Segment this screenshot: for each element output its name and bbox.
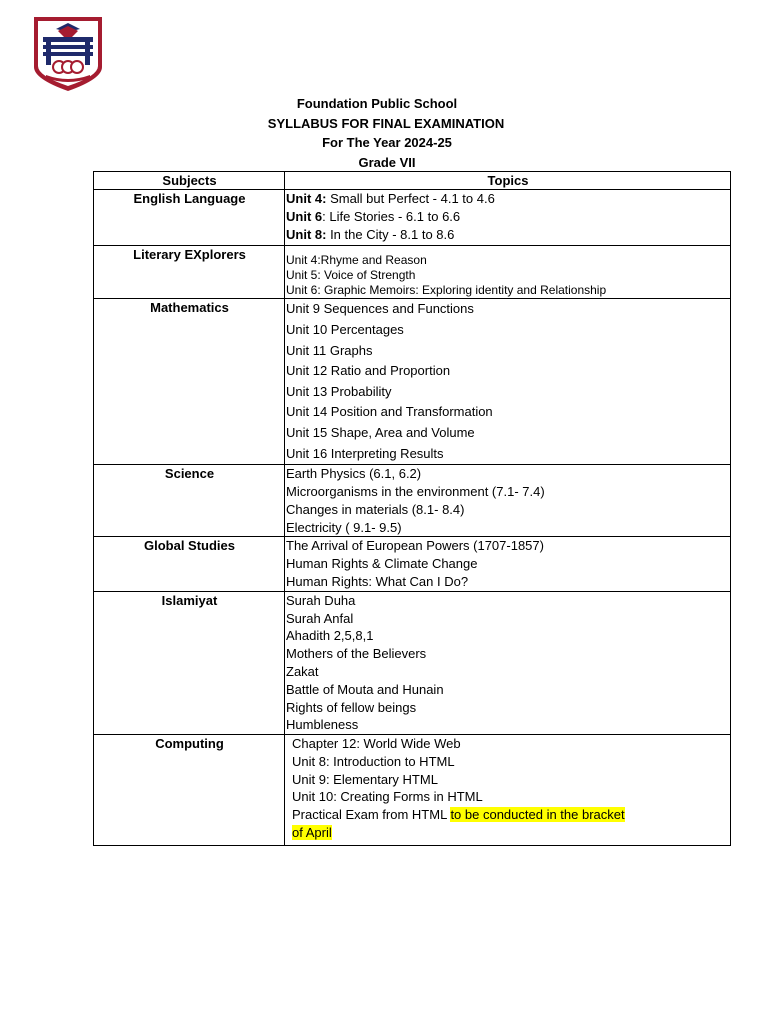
table-row bbox=[94, 299, 731, 465]
table-header-row bbox=[94, 172, 731, 190]
list-item: Changes in materials (8.1- 8.4) bbox=[286, 501, 465, 517]
subject-english: English Language bbox=[94, 190, 285, 246]
list-item: Unit 9: Elementary HTML bbox=[292, 771, 438, 787]
topics-literary-explorers bbox=[285, 246, 731, 299]
list-item: Unit 15 Shape, Area and Volume bbox=[286, 424, 475, 440]
list-item: Unit 4: Small but Perfect - 4.1 to 4.6 bbox=[286, 191, 495, 206]
list-item: Unit 10: Creating Forms in HTML bbox=[292, 789, 483, 805]
list-item: Unit 6: Life Stories - 6.1 to 6.6 bbox=[286, 208, 461, 224]
list-item: Unit 6: Graphic Memoirs: Exploring identity and Relationship bbox=[286, 283, 607, 298]
list-item: Electricity ( 9.1- 9.5) bbox=[286, 519, 402, 535]
list-item: Ahadith 2,5,8,1 bbox=[286, 628, 374, 644]
list-item: Practical Exam from HTML to be conducted in the bracket bbox=[292, 807, 625, 823]
document-header bbox=[0, 94, 768, 172]
list-item: Chapter 12: World Wide Web bbox=[292, 736, 461, 752]
list-item: Surah Duha bbox=[286, 592, 356, 608]
table-row bbox=[94, 190, 731, 246]
academic-year: For The Year 2024-25 bbox=[322, 135, 452, 150]
list-item: Rights of fellow beings bbox=[286, 699, 417, 715]
highlighted-note: to be conducted in the bracket bbox=[450, 807, 625, 823]
highlighted-note: of April bbox=[292, 825, 332, 841]
list-item: Unit 5: Voice of Strength bbox=[286, 268, 416, 283]
table-row bbox=[94, 591, 731, 734]
table-row bbox=[94, 537, 731, 591]
list-item: Earth Physics (6.1, 6.2) bbox=[286, 466, 422, 482]
topics-computing bbox=[285, 735, 731, 846]
grade-level: Grade VII bbox=[358, 154, 416, 170]
subject-mathematics: Mathematics bbox=[94, 299, 285, 465]
table-row bbox=[94, 246, 731, 299]
list-item: Surah Anfal bbox=[286, 610, 354, 626]
list-item: Unit 10 Percentages bbox=[286, 321, 404, 337]
table-row bbox=[94, 735, 731, 846]
list-item: Microorganisms in the environment (7.1- 7.4) bbox=[286, 483, 545, 499]
list-item: Human Rights: What Can I Do? bbox=[286, 573, 469, 589]
list-item: Battle of Mouta and Hunain bbox=[286, 681, 444, 697]
list-item: Mothers of the Believers bbox=[286, 646, 427, 662]
list-item: Unit 12 Ratio and Proportion bbox=[286, 363, 451, 379]
topics-science bbox=[285, 465, 731, 537]
syllabus-title: SYLLABUS FOR FINAL EXAMINATION bbox=[267, 115, 505, 131]
list-item: Unit 9 Sequences and Functions bbox=[286, 301, 474, 317]
subject-science: Science bbox=[94, 465, 285, 537]
topics-islamiyat bbox=[285, 591, 731, 734]
column-header-topics: Topics bbox=[285, 172, 731, 190]
list-item: Unit 4:Rhyme and Reason bbox=[286, 253, 427, 268]
subject-islamiyat: Islamiyat bbox=[94, 591, 285, 734]
list-item: Unit 13 Probability bbox=[286, 383, 392, 399]
table-row bbox=[94, 465, 731, 537]
topics-mathematics bbox=[285, 299, 731, 465]
list-item: Unit 8: Introduction to HTML bbox=[292, 753, 455, 769]
list-item: Zakat bbox=[286, 663, 319, 679]
list-item: Unit 8: In the City - 8.1 to 8.6 bbox=[286, 226, 455, 242]
list-item: Humbleness bbox=[286, 717, 359, 733]
list-item: Unit 16 Interpreting Results bbox=[286, 445, 444, 461]
list-item: Human Rights & Climate Change bbox=[286, 556, 478, 572]
subject-global-studies: Global Studies bbox=[94, 537, 285, 591]
syllabus-table bbox=[93, 171, 731, 846]
list-item: The Arrival of European Powers (1707-1857) bbox=[286, 538, 544, 554]
list-item bbox=[286, 824, 730, 842]
list-item: Unit 11 Graphs bbox=[286, 342, 373, 358]
subject-computing: Computing bbox=[94, 735, 285, 846]
list-item: Unit 14 Position and Transformation bbox=[286, 404, 493, 420]
topics-global-studies bbox=[285, 537, 731, 591]
school-crest-logo bbox=[32, 15, 104, 93]
topics-english bbox=[285, 190, 731, 246]
school-name: Foundation Public School bbox=[296, 96, 458, 111]
subject-literary-explorers: Literary EXplorers bbox=[94, 246, 285, 299]
column-header-subjects: Subjects bbox=[94, 172, 285, 190]
